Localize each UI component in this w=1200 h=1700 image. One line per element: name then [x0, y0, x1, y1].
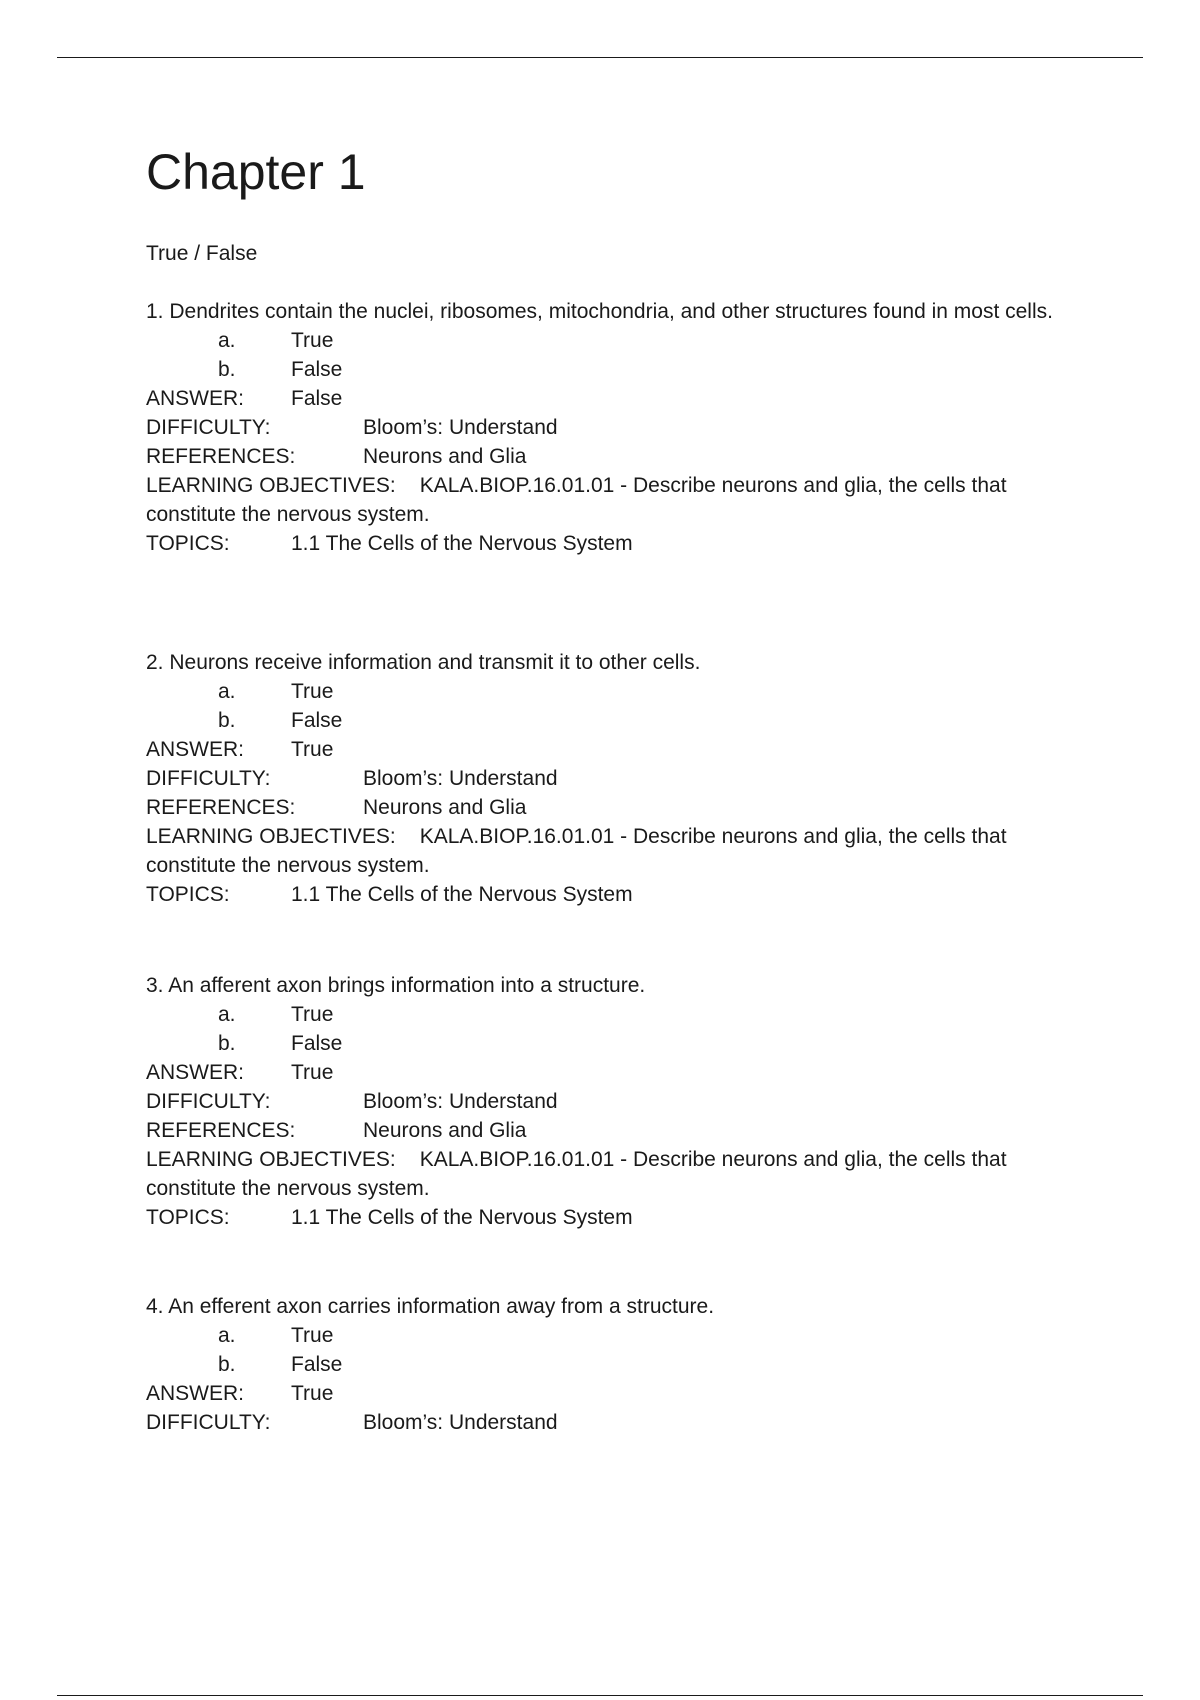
option-text: True — [291, 1003, 334, 1026]
topics-value: 1.1 The Cells of the Nervous System — [291, 883, 633, 906]
difficulty-value: Bloom’s: Understand — [363, 416, 558, 439]
option-letter: a. — [218, 1003, 236, 1026]
option-text: False — [291, 1032, 343, 1055]
option-a — [146, 1321, 1066, 1350]
option-b — [146, 355, 1066, 384]
learning-objectives-row — [146, 1145, 1066, 1203]
topics-label: TOPICS: — [146, 1206, 230, 1229]
section-heading: True / False — [146, 242, 258, 265]
question-2 — [146, 648, 1066, 909]
difficulty-value: Bloom’s: Understand — [363, 767, 558, 790]
option-letter: b. — [218, 709, 236, 732]
question-4 — [146, 1292, 1066, 1437]
option-text: True — [291, 1324, 334, 1347]
option-a — [146, 1000, 1066, 1029]
difficulty-row — [146, 413, 1066, 442]
difficulty-label: DIFFICULTY: — [146, 1411, 271, 1434]
references-value: Neurons and Glia — [363, 796, 527, 819]
references-value: Neurons and Glia — [363, 445, 527, 468]
question-stem: 1. Dendrites contain the nuclei, ribosomes, mitochondria, and other structures found in most cells. — [146, 300, 1053, 323]
bottom-rule — [57, 1695, 1143, 1696]
answer-row — [146, 735, 1066, 764]
topics-row — [146, 529, 1066, 558]
difficulty-value: Bloom’s: Understand — [363, 1411, 558, 1434]
option-b — [146, 706, 1066, 735]
answer-value: True — [291, 1061, 334, 1084]
difficulty-label: DIFFICULTY: — [146, 767, 271, 790]
option-text: False — [291, 709, 343, 732]
answer-row — [146, 1058, 1066, 1087]
answer-label: ANSWER: — [146, 1382, 245, 1405]
difficulty-row — [146, 1087, 1066, 1116]
learning-objectives-label: LEARNING OBJECTIVES: — [146, 1148, 396, 1171]
references-row — [146, 442, 1066, 471]
difficulty-label: DIFFICULTY: — [146, 1090, 271, 1113]
references-row — [146, 793, 1066, 822]
option-letter: b. — [218, 1032, 236, 1055]
learning-objectives-value: KALA.BIOP.16.01.01 - Describe neurons and glia, the cells that constitute the nervous system. — [146, 825, 1007, 877]
option-b — [146, 1029, 1066, 1058]
option-text: True — [291, 680, 334, 703]
question-1 — [146, 297, 1066, 558]
topics-label: TOPICS: — [146, 883, 230, 906]
answer-label: ANSWER: — [146, 1061, 245, 1084]
topics-row — [146, 1203, 1066, 1232]
option-letter: a. — [218, 680, 236, 703]
learning-objectives-label: LEARNING OBJECTIVES: — [146, 825, 396, 848]
option-text: True — [291, 329, 334, 352]
learning-objectives-row — [146, 471, 1066, 529]
topics-value: 1.1 The Cells of the Nervous System — [291, 532, 633, 555]
references-label: REFERENCES: — [146, 1119, 296, 1142]
learning-objectives-label: LEARNING OBJECTIVES: — [146, 474, 396, 497]
learning-objectives-row — [146, 822, 1066, 880]
answer-label: ANSWER: — [146, 387, 245, 410]
difficulty-row — [146, 1408, 1066, 1437]
references-label: REFERENCES: — [146, 445, 296, 468]
learning-objectives-value: KALA.BIOP.16.01.01 - Describe neurons and glia, the cells that constitute the nervous system. — [146, 474, 1007, 526]
option-a — [146, 677, 1066, 706]
option-a — [146, 326, 1066, 355]
topics-row — [146, 880, 1066, 909]
answer-row — [146, 384, 1066, 413]
answer-label: ANSWER: — [146, 738, 245, 761]
references-row — [146, 1116, 1066, 1145]
answer-value: True — [291, 738, 334, 761]
learning-objectives-value: KALA.BIOP.16.01.01 - Describe neurons and glia, the cells that constitute the nervous system. — [146, 1148, 1007, 1200]
option-letter: a. — [218, 329, 236, 352]
answer-value: True — [291, 1382, 334, 1405]
question-stem: 4. An efferent axon carries information away from a structure. — [146, 1295, 715, 1318]
difficulty-label: DIFFICULTY: — [146, 416, 271, 439]
top-rule — [57, 57, 1143, 58]
question-stem: 3. An afferent axon brings information into a structure. — [146, 974, 646, 997]
option-letter: b. — [218, 358, 236, 381]
option-b — [146, 1350, 1066, 1379]
difficulty-row — [146, 764, 1066, 793]
question-3 — [146, 971, 1066, 1232]
chapter-title: Chapter 1 — [146, 144, 366, 200]
references-value: Neurons and Glia — [363, 1119, 527, 1142]
topics-value: 1.1 The Cells of the Nervous System — [291, 1206, 633, 1229]
question-stem: 2. Neurons receive information and transmit it to other cells. — [146, 651, 701, 674]
answer-row — [146, 1379, 1066, 1408]
option-letter: a. — [218, 1324, 236, 1347]
option-text: False — [291, 1353, 343, 1376]
option-text: False — [291, 358, 343, 381]
topics-label: TOPICS: — [146, 532, 230, 555]
answer-value: False — [291, 387, 343, 410]
references-label: REFERENCES: — [146, 796, 296, 819]
difficulty-value: Bloom’s: Understand — [363, 1090, 558, 1113]
option-letter: b. — [218, 1353, 236, 1376]
